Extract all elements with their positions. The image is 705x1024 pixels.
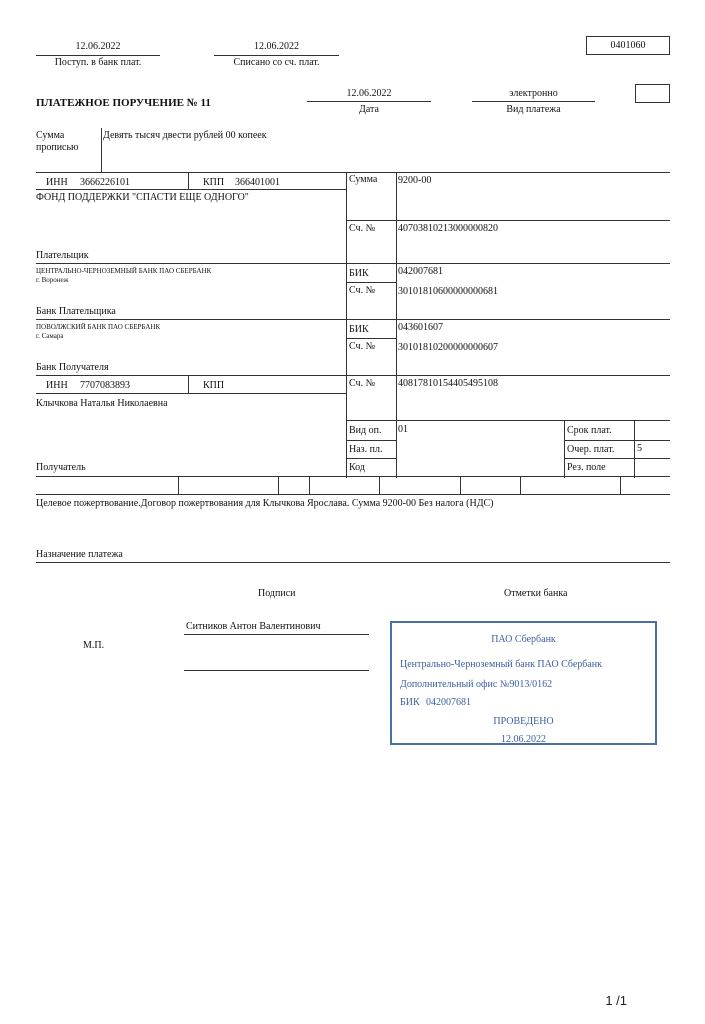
payee-inn-line <box>36 393 346 394</box>
payee-inn-kpp-divider <box>188 375 189 393</box>
tax-divider-6 <box>520 476 521 494</box>
grid-divider-right <box>396 172 397 478</box>
tax-divider-7 <box>620 476 621 494</box>
operation-top-line <box>346 420 670 421</box>
payee-account-label: Сч. № <box>349 378 376 389</box>
signature-line-1 <box>184 634 369 635</box>
purpose-label: Назначение платежа <box>36 549 123 560</box>
payer-name: ФОНД ПОДДЕРЖКИ "СПАСТИ ЕЩЕ ОДНОГО" <box>36 192 249 203</box>
payer-label: Плательщик <box>36 250 89 261</box>
vid-op-label: Вид оп. <box>349 425 382 436</box>
tax-divider-2 <box>278 476 279 494</box>
payee-account: 40817810154405495108 <box>398 378 498 389</box>
payer-bank-bik: 042007681 <box>398 266 443 277</box>
payer-bank-name: ЦЕНТРАЛЬНО-ЧЕРНОЗЕМНЫЙ БАНК ПАО СБЕРБАНК <box>36 267 212 275</box>
amount-bottom-line <box>346 220 670 221</box>
payee-label: Получатель <box>36 462 86 473</box>
stamp-date: 12.06.2022 <box>501 734 546 745</box>
naz-pl-label: Наз. пл. <box>349 444 383 455</box>
received-date: 12.06.2022 <box>75 41 121 52</box>
payee-name: Клычкова Наталья Николаевна <box>36 398 168 409</box>
tax-divider-5 <box>460 476 461 494</box>
page-title: ПЛАТЕЖНОЕ ПОРУЧЕНИЕ № 11 <box>36 97 211 109</box>
order-date-line <box>307 101 431 102</box>
operation-line-1-right <box>564 440 670 441</box>
amount-words-label-2: прописью <box>36 142 79 153</box>
payer-account-label: Сч. № <box>349 223 376 234</box>
received-label: Поступ. в банк плат. <box>54 57 142 68</box>
amount-words-label-1: Сумма <box>36 130 65 141</box>
stamp-status: ПРОВЕДЕНО <box>493 716 554 727</box>
payer-kpp: 366401001 <box>235 177 280 188</box>
grid-divider-left <box>346 172 347 478</box>
payer-bottom-line <box>36 263 346 264</box>
debited-label: Списано со сч. плат. <box>233 57 320 68</box>
payee-bank-bik: 043601607 <box>398 322 443 333</box>
payer-bank-account-label: Сч. № <box>349 285 376 296</box>
amount-words-divider <box>101 128 102 172</box>
payment-type-line <box>472 101 595 102</box>
form-code-box <box>586 36 670 55</box>
payment-type-label: Вид платежа <box>506 104 561 115</box>
payee-bank-account-label: Сч. № <box>349 341 376 352</box>
payee-bank-name: ПОВОЛЖСКИЙ БАНК ПАО СБЕРБАНК <box>36 323 161 331</box>
form-code: 0401060 <box>610 40 646 51</box>
payer-bank-bik-top-line <box>346 263 670 264</box>
operation-bottom-line <box>36 476 670 477</box>
received-date-line <box>36 55 160 56</box>
payee-bank-bottom-line <box>36 375 670 376</box>
operation-divider-2 <box>634 420 635 478</box>
tax-row-bottom-line <box>36 494 670 495</box>
kod-label: Код <box>349 462 365 473</box>
payer-inn-kpp-divider <box>188 172 189 189</box>
payer-bank-bik-label: БИК <box>349 268 369 279</box>
tax-divider-4 <box>379 476 380 494</box>
tax-divider-1 <box>178 476 179 494</box>
payer-bank-bik-line <box>346 282 396 283</box>
status-code-box <box>635 84 670 103</box>
signer-name: Ситников Антон Валентинович <box>186 621 321 632</box>
ocher-label: Очер. плат. <box>567 444 615 455</box>
purpose-text: Целевое пожертвование.Договор пожертвования для Клычкова Ярослава. Сумма 9200-00 Без налога (НДС) <box>36 498 494 509</box>
stamp-line-1: Центрально-Черноземный банк ПАО Сбербанк <box>400 659 603 670</box>
signatures-label: Подписи <box>258 588 296 599</box>
payer-kpp-label: КПП <box>203 177 225 188</box>
tax-divider-3 <box>309 476 310 494</box>
payee-bank-bik-line <box>346 338 396 339</box>
debited-date-line <box>214 55 339 56</box>
payment-type: электронно <box>509 88 558 99</box>
amount-label: Сумма <box>349 174 378 185</box>
debited-date: 12.06.2022 <box>254 41 299 52</box>
rez-label: Рез. поле <box>567 462 606 473</box>
payer-inn-label: ИНН <box>46 177 68 188</box>
vid-op-value: 01 <box>398 424 408 435</box>
page-indicator: 1 /1 <box>605 993 627 1008</box>
signature-line-2 <box>184 670 369 671</box>
payee-kpp-label: КПП <box>203 380 225 391</box>
payee-bank-label: Банк Получателя <box>36 362 109 373</box>
payer-bank-account: 30101810600000000681 <box>398 286 498 297</box>
mp-label: М.П. <box>83 640 105 651</box>
payer-account: 40703810213000000820 <box>398 223 498 234</box>
purpose-bottom-line <box>36 562 670 563</box>
stamp-bank: ПАО Сбербанк <box>491 634 556 645</box>
amount-value: 9200-00 <box>398 175 432 186</box>
payee-inn: 7707083893 <box>80 380 130 391</box>
order-date: 12.06.2022 <box>346 88 392 99</box>
payee-bank-account: 30101810200000000607 <box>398 342 498 353</box>
payer-inn: 3666226101 <box>80 177 130 188</box>
operation-line-1-left <box>346 440 396 441</box>
operation-divider-1 <box>564 420 565 478</box>
stamp-bik: 042007681 <box>426 697 471 708</box>
payee-bank-city: г. Самара <box>36 332 64 340</box>
amount-words-value: Девять тысяч двести рублей 00 копеек <box>103 130 267 141</box>
operation-line-2-left <box>346 458 396 459</box>
stamp-bik-label: БИК <box>400 697 420 708</box>
payer-inn-line <box>36 189 346 190</box>
srok-label: Срок плат. <box>567 425 612 436</box>
amount-words-bottom-line <box>36 172 670 173</box>
bank-stamp <box>390 621 657 745</box>
ocher-value: 5 <box>637 443 642 454</box>
payee-bank-bik-label: БИК <box>349 324 369 335</box>
payer-bank-city: г. Воронеж <box>36 276 69 284</box>
bank-marks-label: Отметки банка <box>504 588 568 599</box>
payer-bank-label: Банк Плательщика <box>36 306 116 317</box>
stamp-line-2: Дополнительный офис №9013/0162 <box>400 679 553 690</box>
order-date-label: Дата <box>359 104 379 115</box>
payee-inn-label: ИНН <box>46 380 68 391</box>
operation-line-2-right <box>564 458 670 459</box>
payer-bank-bottom-line <box>36 319 670 320</box>
